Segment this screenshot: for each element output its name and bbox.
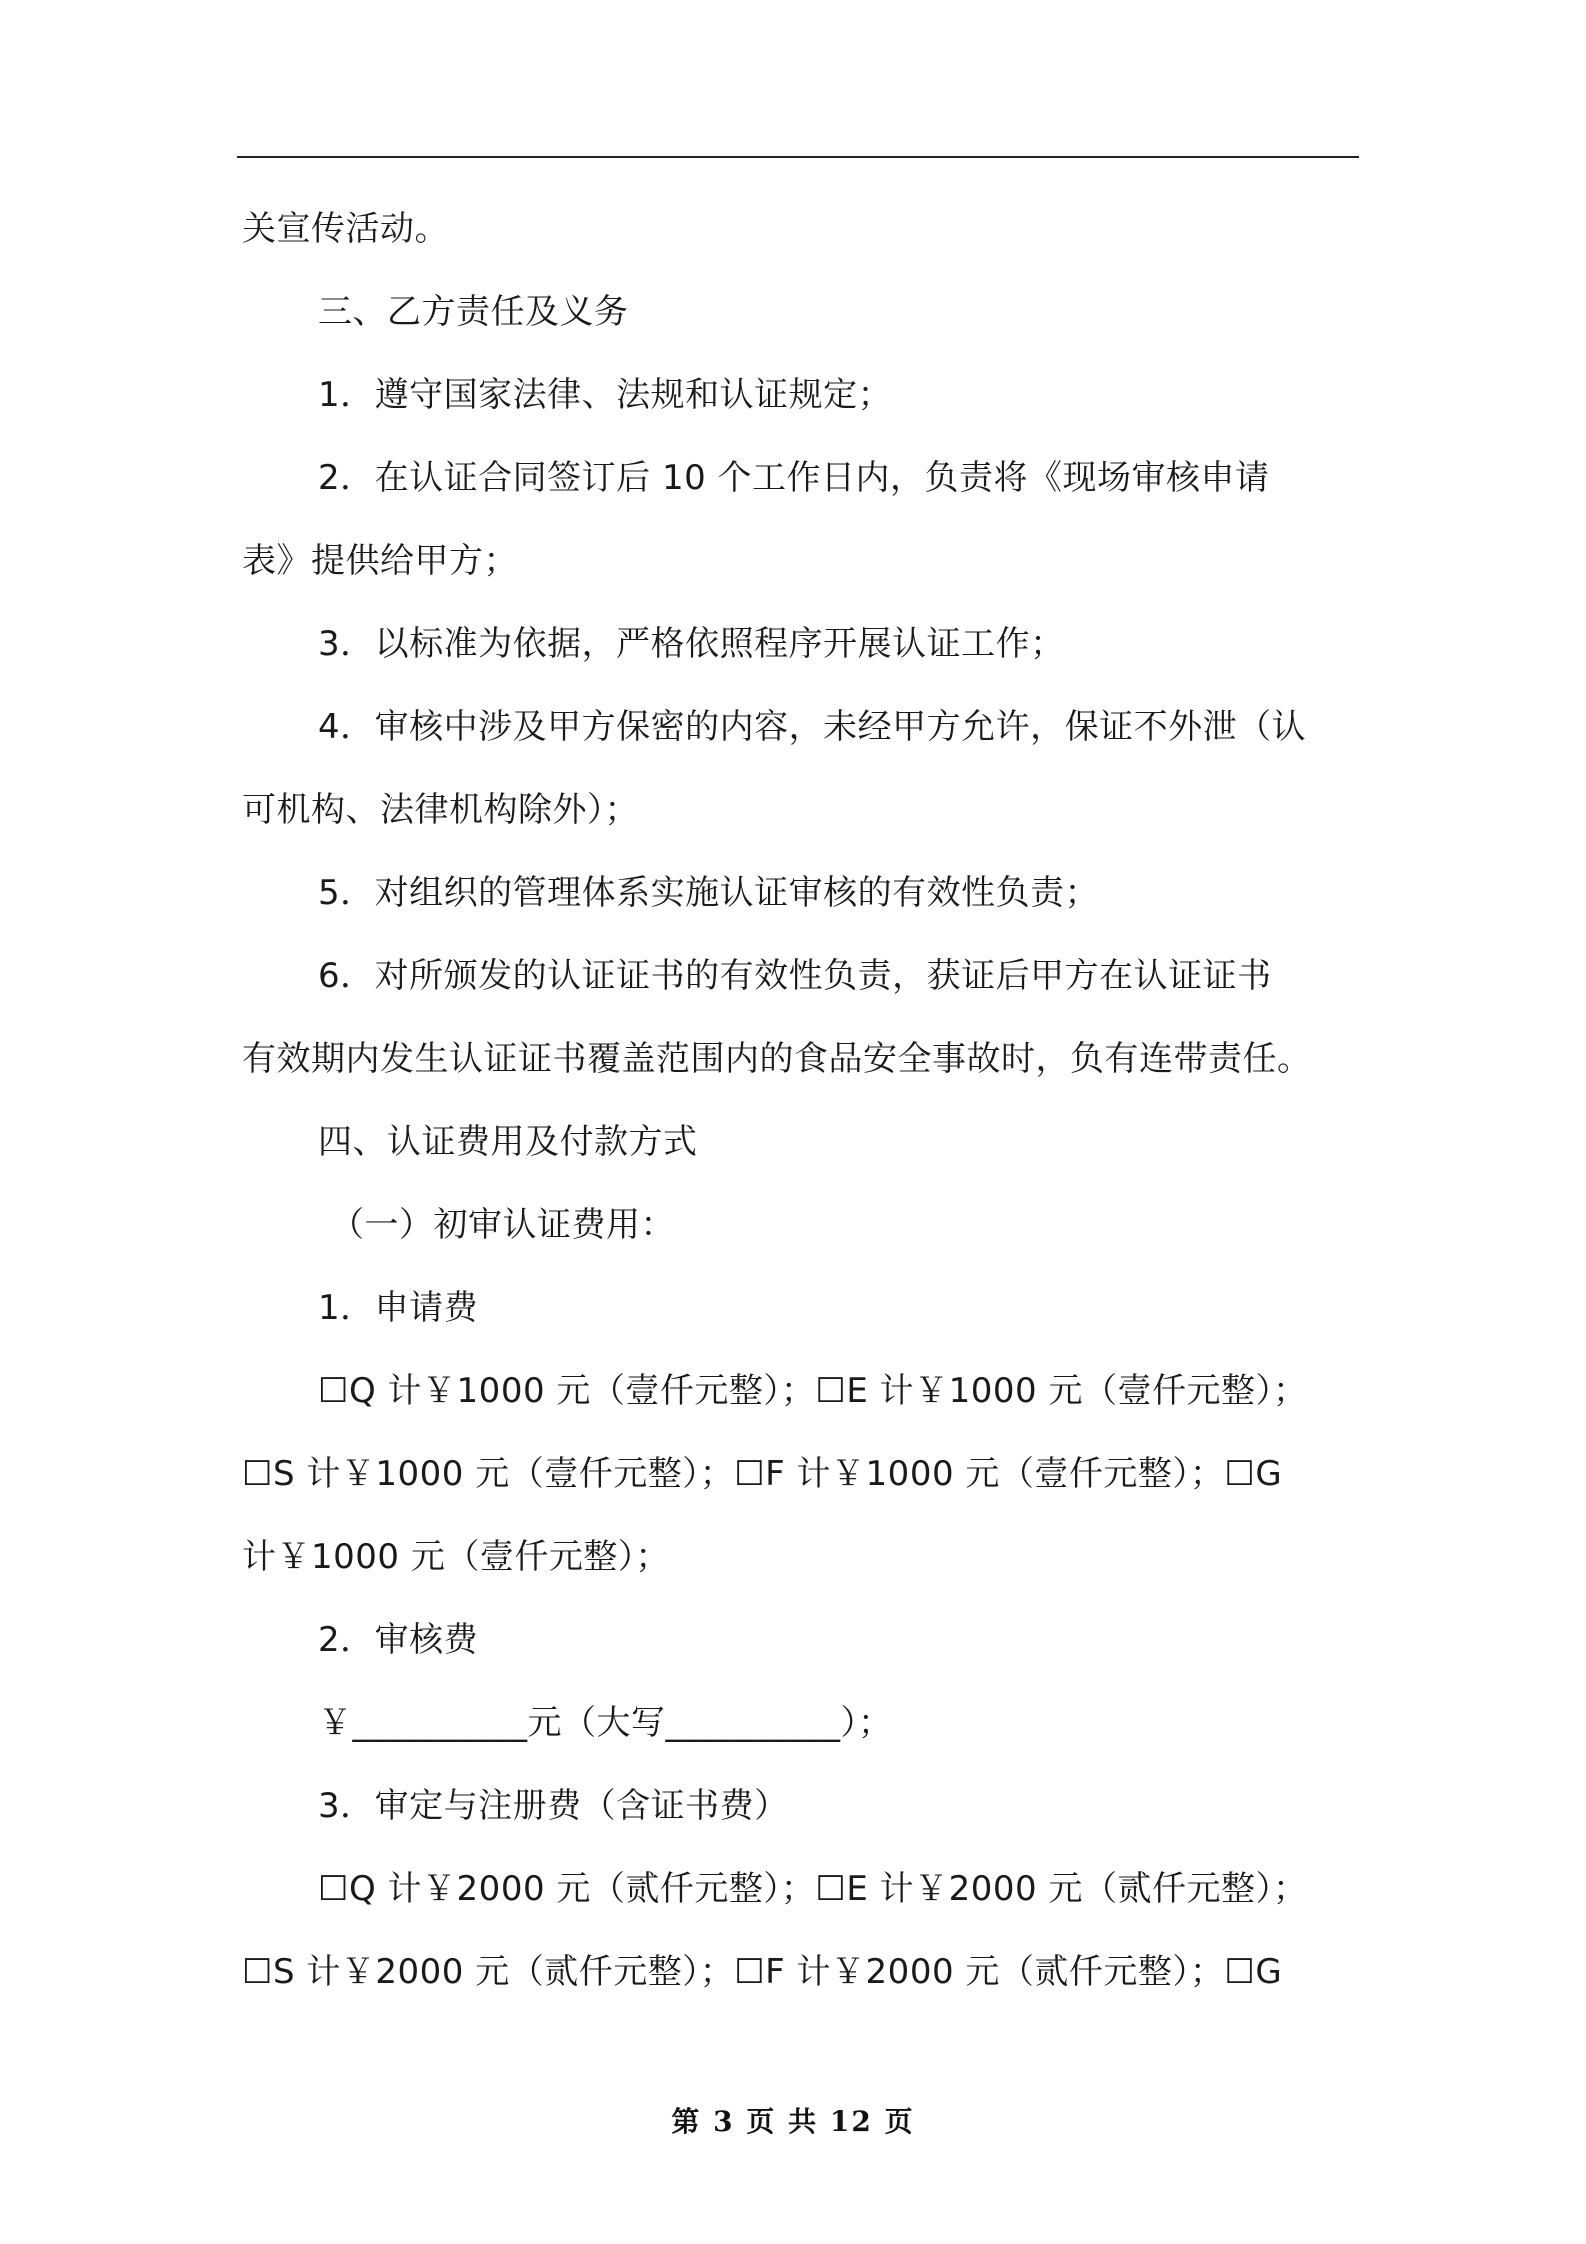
subsection-heading: （一）初审认证费用： (330, 1205, 675, 1245)
fee-line: ☐Q 计￥1000 元（壹仟元整）；☐E 计￥1000 元（壹仟元整）； (318, 1371, 1308, 1411)
text-line: 可机构、法律机构除外）； (242, 790, 639, 830)
fee-line: ☐Q 计￥2000 元（贰仟元整）；☐E 计￥2000 元（贰仟元整）； (318, 1869, 1308, 1909)
section-heading: 四、认证费用及付款方式 (318, 1122, 698, 1162)
list-item: 3．审定与注册费（含证书费） (318, 1786, 789, 1826)
list-item: 4．审核中涉及甲方保密的内容，未经甲方允许，保证不外泄（认 (318, 707, 1307, 747)
list-item: 5．对组织的管理体系实施认证审核的有效性负责； (318, 873, 1100, 913)
list-item: 1．申请费 (318, 1288, 479, 1328)
list-item: 6．对所颁发的认证证书的有效性负责，获证后甲方在认证证书 (318, 956, 1272, 996)
fee-line: 计￥1000 元（壹仟元整）； (242, 1537, 670, 1577)
list-item: 2．在认证合同签订后 10 个工作日内，负责将《现场审核申请 (318, 458, 1270, 498)
list-item: 2．审核费 (318, 1620, 479, 1660)
list-item: 1．遵守国家法律、法规和认证规定； (318, 375, 893, 415)
text-line: 有效期内发生认证证书覆盖范围内的食品安全事故时，负有连带责任。 (242, 1039, 1312, 1079)
fee-line: ☐S 计￥1000 元（壹仟元整）；☐F 计￥1000 元（壹仟元整）；☐G (242, 1454, 1283, 1494)
section-heading: 三、乙方责任及义务 (318, 292, 629, 332)
fee-blank-line: ￥__________元（大写__________）； (318, 1703, 893, 1743)
text-line: 关宣传活动。 (242, 209, 449, 249)
page-number-footer: 第 3 页 共 12 页 (671, 2105, 915, 2138)
list-item: 3．以标准为依据，严格依照程序开展认证工作； (318, 624, 1065, 664)
text-line: 表》提供给甲方； (242, 541, 518, 581)
fee-line: ☐S 计￥2000 元（贰仟元整）；☐F 计￥2000 元（贰仟元整）；☐G (242, 1952, 1283, 1992)
